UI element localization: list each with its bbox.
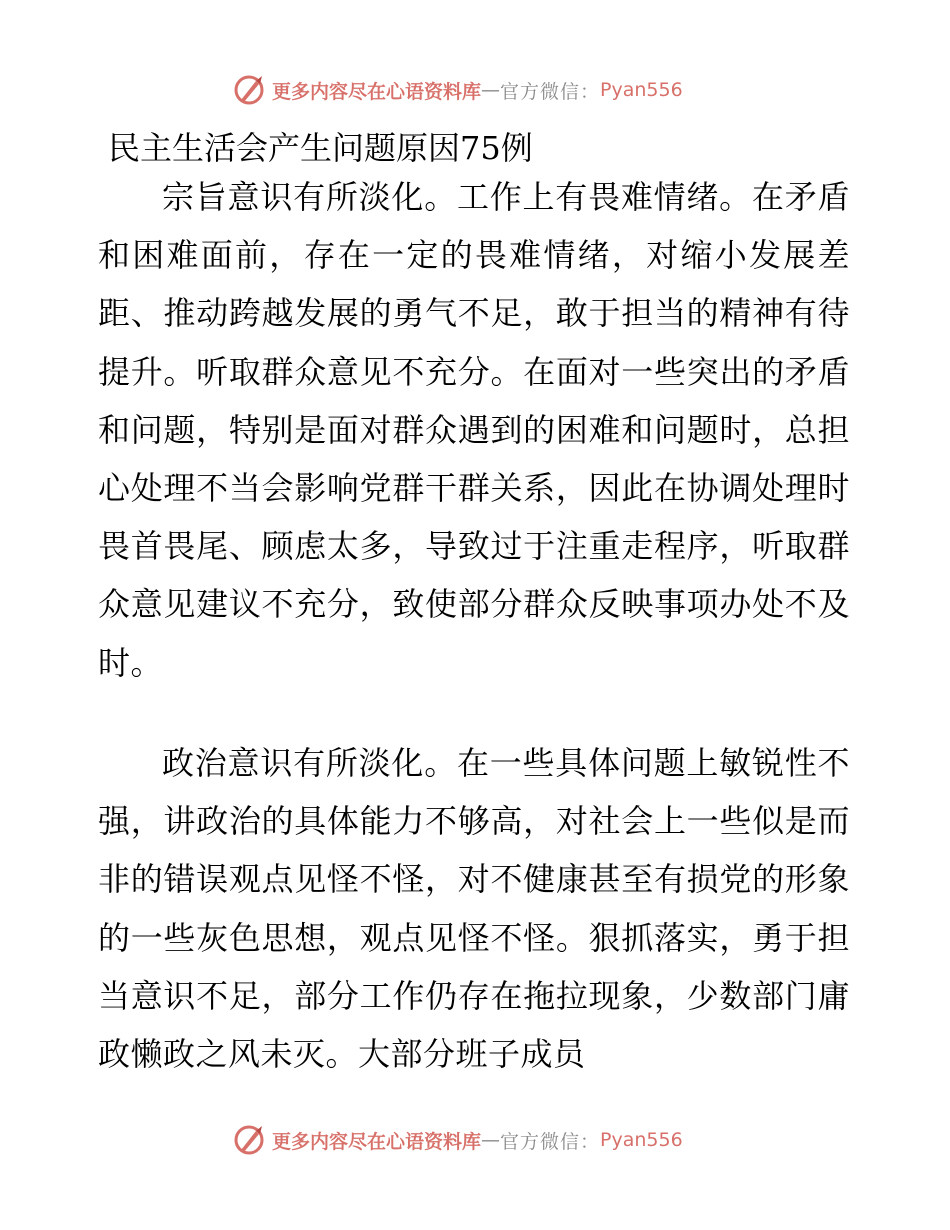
- body-paragraph-2: 政治意识有所淡化。在一些具体问题上敏锐性不强，讲政治的具体能力不够高，对社会上一些似是而非的错误观点见怪不怪，对不健康甚至有损党的形象的一些灰色思想，观点见怪不怪。狠抓落实，勇于担当意识不足，部分工作仍存在拖拉现象，少数部门庸政懒政之风未灭。大部分班子成员: [98, 744, 850, 1074]
- watermark-separator: —: [481, 79, 501, 101]
- watermark-main-text: 更多内容尽在心语资料库: [272, 1130, 482, 1153]
- quill-pen-circle-icon: [232, 73, 266, 107]
- body-paragraph-1: 宗旨意识有所淡化。工作上有畏难情绪。在矛盾和困难面前，存在一定的畏难情绪，对缩小发展差距、推动跨越发展的勇气不足，敢于担当的精神有待提升。听取群众意见不充分。在面对一些突出的矛盾和问题，特别是面对群众遇到的困难和问题时，总担心处理不当会影响党群干群关系，因此在协调处理时畏首畏尾、顾虑太多，导致过于注重走程序，听取群众意见建议不充分，致使部分群众反映事项办处不及时。: [98, 178, 850, 682]
- quill-pen-circle-icon: [232, 1123, 266, 1157]
- watermark-wechat-label: 官方微信：: [500, 1130, 601, 1153]
- watermark-wechat-label: 官方微信：: [500, 80, 601, 103]
- watermark-wechat-id: Pyan556: [600, 1129, 683, 1151]
- document-title: 民主生活会产生问题原因75例: [108, 129, 533, 167]
- watermark-wechat-id: Pyan556: [600, 79, 683, 101]
- watermark-main-text: 更多内容尽在心语资料库: [272, 80, 482, 103]
- footer-watermark-banner: [232, 1122, 683, 1158]
- header-watermark-banner: [232, 72, 683, 108]
- watermark-separator: —: [481, 1129, 501, 1151]
